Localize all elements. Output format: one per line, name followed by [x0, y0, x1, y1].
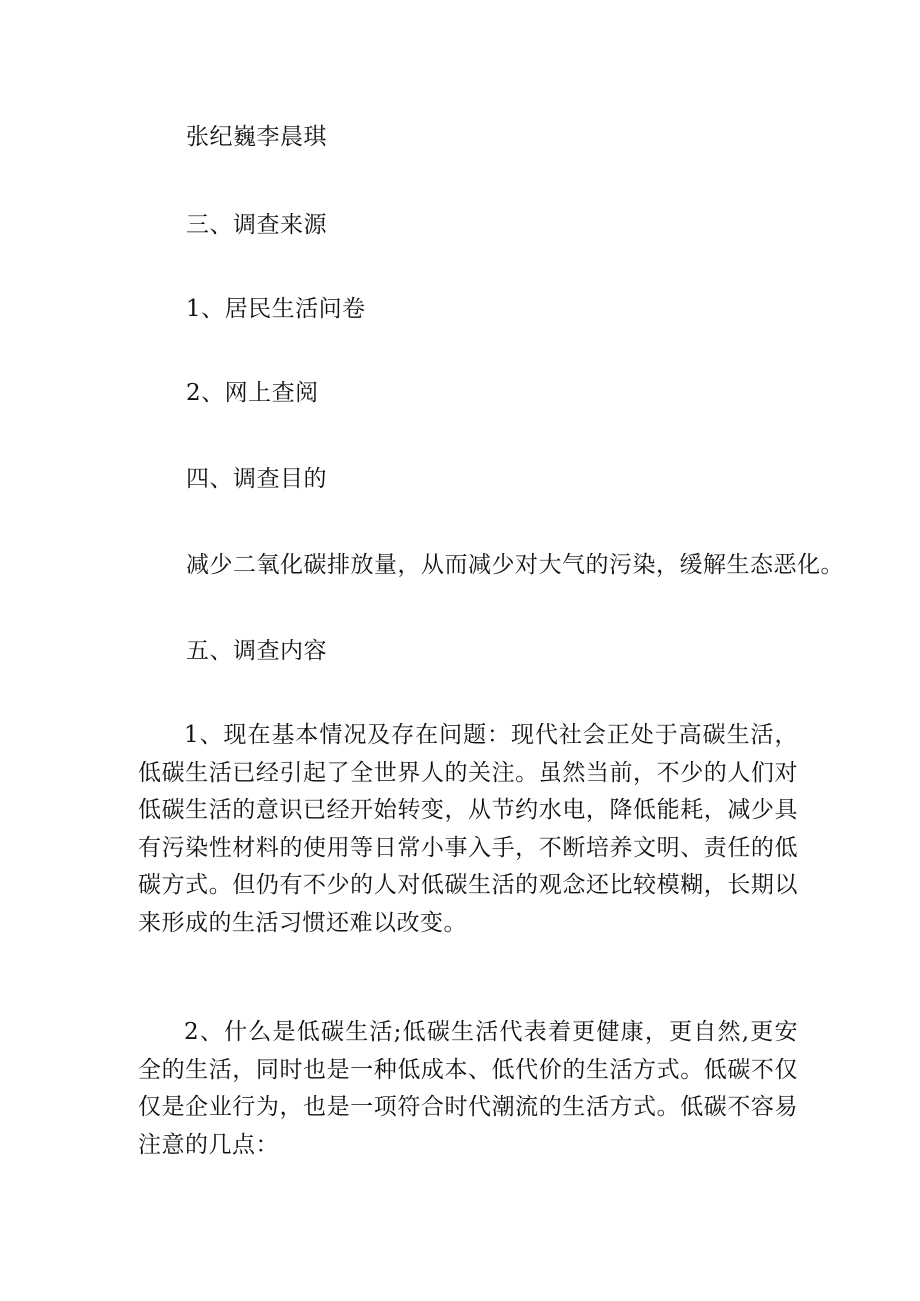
- source-item-2: 2、网上查阅: [186, 380, 319, 406]
- source-item-1: 1、居民生活问卷: [186, 296, 366, 322]
- section-3-heading: 三、调查来源: [186, 212, 327, 238]
- section-5-heading: 五、调查内容: [186, 638, 327, 664]
- author-names: 张纪巍李晨琪: [186, 124, 327, 150]
- content-paragraph-2: 2、什么是低碳生活;低碳生活代表着更健康，更自然,更安全的生活，同时也是一种低成本、低代价的生活方式。低碳不仅仅是企业行为，也是一项符合时代潮流的生活方式。低碳不容易注意的几点：: [138, 1019, 798, 1158]
- purpose-text: 减少二氧化碳排放量，从而减少对大气的污染，缓解生态恶化。: [186, 552, 844, 578]
- section-4-heading: 四、调查目的: [186, 466, 327, 492]
- content-paragraph-1: 1、现在基本情况及存在问题：现代社会正处于高碳生活，低碳生活已经引起了全世界人的关注。虽然当前，不少的人们对低碳生活的意识已经开始转变，从节约水电，降低能耗，减少具有污染性材料的使用等日常小事入手，不断培养文明、责任的低碳方式。但仍有不少的人对低碳生活的观念还比较模糊，长期以来形成的生活习惯还难以改变。: [138, 722, 798, 936]
